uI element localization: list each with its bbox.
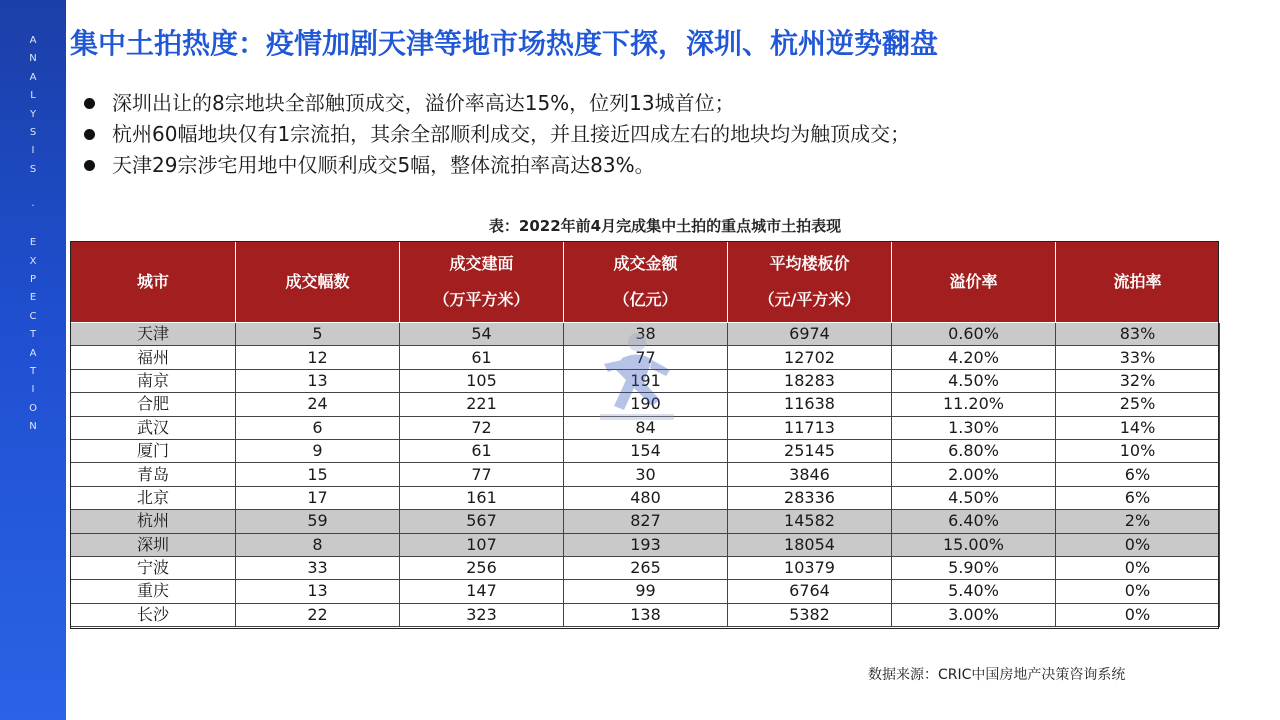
table-row <box>71 463 1220 486</box>
sidebar-letter: T <box>29 366 37 378</box>
bullet-item <box>82 119 910 150</box>
value-cell: 61 <box>400 439 564 462</box>
value-cell: 25145 <box>728 439 892 462</box>
value-cell: 6.40% <box>892 510 1056 533</box>
value-cell: 6764 <box>728 580 892 603</box>
value-cell: 24 <box>236 393 400 416</box>
sidebar-letter: L <box>30 90 36 102</box>
value-cell: 161 <box>400 486 564 509</box>
sidebar-letter <box>25 179 41 197</box>
table-caption: 表：2022年前4月完成集中土拍的重点城市土拍表现 <box>488 217 842 235</box>
sidebar-letter: O <box>29 402 37 414</box>
value-cell: 15 <box>236 463 400 486</box>
bullet-text: 杭州60幅地块仅有1宗流拍，其余全部顺利成交，并且接近四成左右的地块均为触顶成交； <box>112 122 911 146</box>
value-cell: 480 <box>564 486 728 509</box>
value-cell: 3.00% <box>892 603 1056 626</box>
value-cell: 12702 <box>728 346 892 369</box>
table-row <box>71 580 1220 603</box>
value-cell: 323 <box>400 603 564 626</box>
value-cell: 17 <box>236 486 400 509</box>
value-cell: 221 <box>400 393 564 416</box>
table-row <box>71 346 1220 369</box>
city-cell: 重庆 <box>71 580 236 603</box>
header-label: 平均楼板价 <box>769 254 850 273</box>
table-header-cell <box>892 242 1056 323</box>
city-cell: 杭州 <box>71 510 236 533</box>
header-label: 成交幅数 <box>285 272 350 291</box>
value-cell: 11.20% <box>892 393 1056 416</box>
sidebar-letter: T <box>29 329 37 341</box>
value-cell: 77 <box>564 346 728 369</box>
value-cell: 18054 <box>728 533 892 556</box>
city-cell: 合肥 <box>71 393 236 416</box>
value-cell: 191 <box>564 369 728 392</box>
table-header-cell <box>236 242 400 323</box>
sidebar-letter: N <box>29 421 37 433</box>
value-cell: 5 <box>236 323 400 346</box>
value-cell: 38 <box>564 323 728 346</box>
value-cell: 12 <box>236 346 400 369</box>
table-row <box>71 603 1220 626</box>
value-cell: 4.20% <box>892 346 1056 369</box>
sidebar-letter: N <box>29 53 37 65</box>
data-table-wrapper <box>70 241 1219 627</box>
value-cell: 193 <box>564 533 728 556</box>
value-cell: 265 <box>564 556 728 579</box>
sidebar-letter: · <box>31 200 35 212</box>
bullet-dot-icon <box>84 98 95 109</box>
bullet-text: 深圳出让的8宗地块全部触顶成交，溢价率高达15%，位列13城首位； <box>112 91 735 115</box>
value-cell: 2% <box>1056 510 1220 533</box>
sidebar-letter: I <box>31 145 35 157</box>
header-unit: （亿元） <box>613 290 678 309</box>
value-cell: 32% <box>1056 369 1220 392</box>
value-cell: 8 <box>236 533 400 556</box>
header-label: 溢价率 <box>949 272 998 291</box>
value-cell: 72 <box>400 416 564 439</box>
table-header-cell <box>1056 242 1220 323</box>
value-cell: 154 <box>564 439 728 462</box>
value-cell: 5382 <box>728 603 892 626</box>
value-cell: 9 <box>236 439 400 462</box>
value-cell: 33 <box>236 556 400 579</box>
value-cell: 1.30% <box>892 416 1056 439</box>
value-cell: 5.40% <box>892 580 1056 603</box>
value-cell: 5.90% <box>892 556 1056 579</box>
data-source-note: 数据来源：CRIC中国房地产决策咨询系统 <box>868 667 1126 683</box>
value-cell: 190 <box>564 393 728 416</box>
value-cell: 11713 <box>728 416 892 439</box>
value-cell: 25% <box>1056 393 1220 416</box>
value-cell: 147 <box>400 580 564 603</box>
header-label: 成交建面 <box>449 254 514 273</box>
value-cell: 6.80% <box>892 439 1056 462</box>
value-cell: 22 <box>236 603 400 626</box>
table-row <box>71 510 1220 533</box>
city-cell: 深圳 <box>71 533 236 556</box>
table-row <box>71 533 1220 556</box>
value-cell: 61 <box>400 346 564 369</box>
city-cell: 长沙 <box>71 603 236 626</box>
value-cell: 4.50% <box>892 369 1056 392</box>
table-header-row <box>71 242 1220 323</box>
table-row <box>71 416 1220 439</box>
value-cell: 567 <box>400 510 564 533</box>
value-cell: 54 <box>400 323 564 346</box>
bullet-text: 天津29宗涉宅用地中仅顺利成交5幅，整体流拍率高达83%。 <box>112 153 655 177</box>
value-cell: 11638 <box>728 393 892 416</box>
value-cell: 6 <box>236 416 400 439</box>
sidebar-letter: E <box>29 292 37 304</box>
value-cell: 4.50% <box>892 486 1056 509</box>
value-cell: 256 <box>400 556 564 579</box>
value-cell: 10% <box>1056 439 1220 462</box>
value-cell: 14582 <box>728 510 892 533</box>
city-cell: 福州 <box>71 346 236 369</box>
sidebar-band <box>0 0 66 720</box>
city-cell: 南京 <box>71 369 236 392</box>
table-row <box>71 439 1220 462</box>
table-header-cell <box>728 242 892 323</box>
value-cell: 138 <box>564 603 728 626</box>
sidebar-letter: P <box>29 274 37 286</box>
sidebar-letter: Y <box>29 108 37 120</box>
sidebar-letter: E <box>29 237 37 249</box>
sidebar-letter: A <box>29 35 37 46</box>
sidebar-letter: A <box>29 347 37 359</box>
value-cell: 2.00% <box>892 463 1056 486</box>
bullet-dot-icon <box>84 160 95 171</box>
value-cell: 14% <box>1056 416 1220 439</box>
value-cell: 0% <box>1056 580 1220 603</box>
header-label: 流拍率 <box>1113 272 1162 291</box>
value-cell: 10379 <box>728 556 892 579</box>
value-cell: 84 <box>564 416 728 439</box>
value-cell: 6% <box>1056 463 1220 486</box>
value-cell: 827 <box>564 510 728 533</box>
value-cell: 99 <box>564 580 728 603</box>
value-cell: 0.60% <box>892 323 1056 346</box>
city-cell: 北京 <box>71 486 236 509</box>
value-cell: 0% <box>1056 533 1220 556</box>
value-cell: 83% <box>1056 323 1220 346</box>
sidebar-letter: X <box>29 255 37 267</box>
header-unit: （元/平方米） <box>758 290 861 309</box>
bullet-item <box>82 150 910 181</box>
sidebar-letter: A <box>29 71 37 83</box>
table-row <box>71 323 1220 346</box>
value-cell: 6% <box>1056 486 1220 509</box>
header-label: 成交金额 <box>613 254 678 273</box>
value-cell: 13 <box>236 580 400 603</box>
bullet-dot-icon <box>84 129 95 140</box>
city-cell: 天津 <box>71 323 236 346</box>
value-cell: 0% <box>1056 603 1220 626</box>
value-cell: 0% <box>1056 556 1220 579</box>
value-cell: 105 <box>400 369 564 392</box>
city-cell: 厦门 <box>71 439 236 462</box>
value-cell: 30 <box>564 463 728 486</box>
value-cell: 13 <box>236 369 400 392</box>
table-header-cell <box>564 242 728 323</box>
bullet-list <box>82 88 910 181</box>
table-body <box>71 323 1220 627</box>
header-unit: （万平方米） <box>433 290 530 309</box>
value-cell: 33% <box>1056 346 1220 369</box>
value-cell: 18283 <box>728 369 892 392</box>
value-cell: 15.00% <box>892 533 1056 556</box>
header-label: 城市 <box>136 272 169 291</box>
sidebar-letter: S <box>29 126 37 138</box>
land-auction-table <box>70 241 1220 627</box>
bullet-item <box>82 88 910 119</box>
table-row <box>71 393 1220 416</box>
table-header-cell <box>71 242 236 323</box>
city-cell: 宁波 <box>71 556 236 579</box>
sidebar-letter: C <box>29 310 37 322</box>
value-cell: 6974 <box>728 323 892 346</box>
table-row <box>71 556 1220 579</box>
value-cell: 107 <box>400 533 564 556</box>
table-header-cell <box>400 242 564 323</box>
sidebar-letter: I <box>31 384 35 396</box>
table-row <box>71 486 1220 509</box>
value-cell: 59 <box>236 510 400 533</box>
sidebar-letter: S <box>29 163 37 175</box>
page-title: 集中土拍热度：疫情加剧天津等地市场热度下探，深圳、杭州逆势翻盘 <box>70 27 939 60</box>
city-cell: 青岛 <box>71 463 236 486</box>
value-cell: 28336 <box>728 486 892 509</box>
value-cell: 77 <box>400 463 564 486</box>
table-row <box>71 369 1220 392</box>
city-cell: 武汉 <box>71 416 236 439</box>
value-cell: 3846 <box>728 463 892 486</box>
